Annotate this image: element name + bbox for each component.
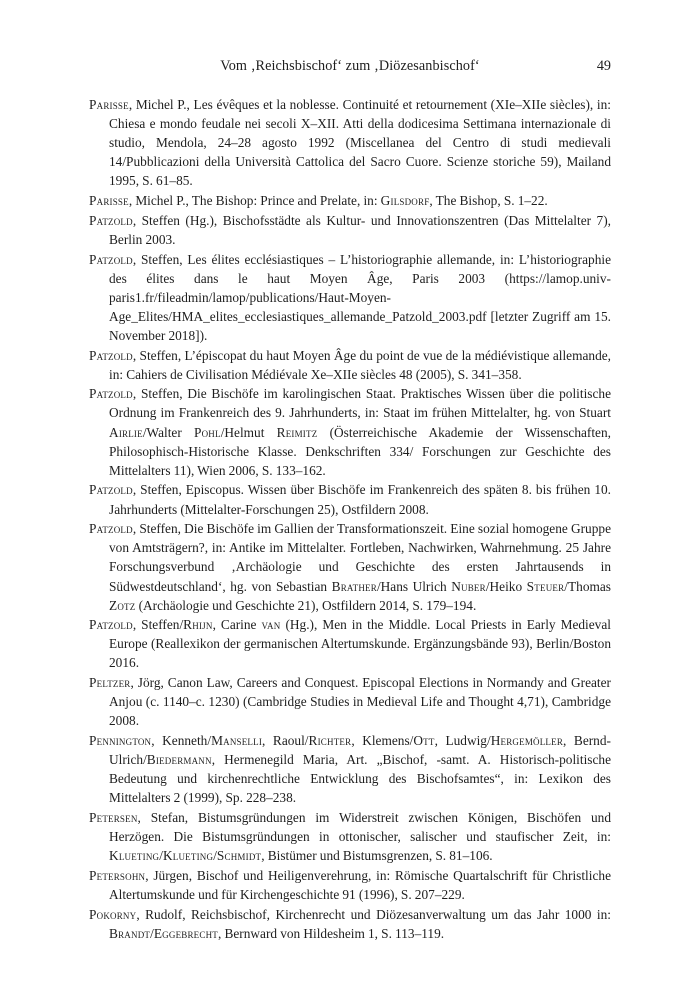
entry-text: /Walter: [142, 424, 194, 440]
author-name: Steuer: [526, 578, 565, 594]
running-head: [89, 58, 611, 78]
author-name: Nuber: [451, 578, 486, 594]
author-name: Hergemöller: [490, 733, 564, 749]
bibliography-entry: [89, 866, 611, 904]
entry-text: , Stefan, Bistumsgründungen im Widerstreit zwischen Königen, Bischöfen und Herzögen. Die Bistumsgründungen in ottonischer, salischer und staufischer Zeit, in:: [109, 810, 611, 845]
bibliography-entry: [89, 191, 611, 210]
bibliography-entry: [89, 384, 611, 479]
author-name: Rhijn: [183, 617, 213, 633]
bibliography-entry: [89, 673, 611, 730]
entry-text: (Österreichische Akademie der Wissenschaften, Philosophisch-Historische Klasse. Denkschriften 334/ Forschungen zur Geschichte des Mittelalters 11), Wien 2006, S. 133–162.: [109, 424, 611, 478]
author-name: Reimitz: [276, 424, 318, 440]
entry-text: , Steffen, Les élites ecclésiastiques – L’historiographie allemande, in: L’historiographie des élites dans le haut Moyen Âge, Paris 2003 (https://lamop.univ-paris1.fr/fileadmin/lamop/publications/Haut-Moyen-Age_Elites/HMA_elites_ecclesiastiques_allemande_Patzold_2003.pdf [letzter Zugriff am 15. November 2018]).: [109, 251, 611, 343]
entry-text: /Helmut: [220, 424, 277, 440]
author-name: Pennington: [89, 733, 152, 749]
entry-text: , Rudolf, Reichsbischof, Kirchenrecht und Diözesanverwaltung um das Jahr 1000 in:: [136, 906, 611, 922]
author-name: Parisse: [89, 97, 129, 112]
entry-text: , The Bishop, S. 1–22.: [429, 193, 548, 209]
bibliography-entry: [89, 615, 611, 672]
bibliography-entry: [89, 346, 611, 384]
bibliography-entry: [89, 95, 611, 190]
author-name: Brather: [331, 578, 377, 594]
entry-text: , Steffen, Die Bischöfe im karolingischen Staat. Praktisches Wissen über die politische Ordnung im Frankenreich des 9. Jahrhunderts, in: Staat im frühen Mittelalter, hg. von Stuart: [109, 386, 611, 421]
bibliography-entry: [89, 211, 611, 249]
author-name: Brandt: [109, 925, 151, 941]
entry-text: /Thomas: [564, 578, 611, 594]
author-name: Parisse: [89, 193, 129, 209]
author-name: Patzold: [89, 386, 133, 402]
author-name: Manselli: [211, 733, 263, 749]
author-name: Richter: [308, 733, 352, 749]
entry-text: , Steffen, L’épiscopat du haut Moyen Âge du point de vue de la médiévistique allemande, in: Cahiers de Civilisation Médiévale Xe–XIIe siècles 48 (2005), S. 341–358.: [109, 347, 611, 382]
entry-text: , Bistümer und Bistumsgrenzen, S. 81–106.: [261, 848, 493, 864]
author-name: Patzold: [89, 482, 133, 498]
bibliography-entry: [89, 808, 611, 865]
author-name: Petersen: [89, 810, 138, 825]
author-name: Ott: [413, 733, 435, 749]
entry-text: , Steffen, Episcopus. Wissen über Bischöfe im Frankenreich des späten 8. bis frühen 10. Jahrhunderts (Mittelalter-Forschungen 25), Ostfildern 2008.: [109, 482, 611, 517]
author-name: Patzold: [89, 212, 133, 228]
entry-text: , Jörg, Canon Law, Careers and Conquest. Episcopal Elections in Normandy and Greater Anjou (c. 1140–c. 1230) (Cambridge Studies in Medieval Life and Thought 4,71), Cambridge 2008.: [109, 675, 611, 729]
author-name: Gilsdorf: [380, 193, 430, 209]
entry-text: , Klemens/: [351, 733, 414, 749]
author-name: Peltzer: [89, 675, 131, 691]
bibliography-list: [89, 95, 611, 943]
entry-text: , Kenneth/: [151, 733, 212, 749]
entry-text: /: [159, 848, 163, 864]
author-name: Zotz: [109, 597, 136, 613]
author-name: Eggebrecht: [153, 925, 218, 941]
bibliography-entry: [89, 519, 611, 614]
entry-text: , Steffen (Hg.), Bischofsstädte als Kultur- und Innovationszentren (Das Mittelalter 7), Berlin 2003.: [109, 212, 611, 247]
author-name: Pokorny: [89, 906, 137, 922]
page-number: 49: [596, 58, 611, 74]
author-name: Patzold: [89, 251, 133, 267]
bibliography-entry: [89, 250, 611, 345]
bibliography-entry: [89, 731, 611, 807]
bibliography-entry: [89, 905, 611, 943]
entry-text: /Hans Ulrich: [376, 578, 452, 594]
author-name: Pohl: [193, 424, 221, 440]
author-name: Airlie: [109, 424, 143, 440]
entry-text: (Hg.), Men in the Middle. Local Priests in Early Medieval Europe (Reallexikon der germanischen Altertumskunde. Ergänzungsbände 93), Berlin/Boston 2016.: [109, 617, 611, 671]
author-name: van: [261, 617, 281, 633]
entry-text: , Hermenegild Maria, Art. „Bischof, -samt. A. Historisch-politische Bedeutung und kirchenrechtliche Entwicklung des Bischofsamtes“, in: Lexikon des Mittelalters 2 (1999), Sp. 228–238.: [109, 752, 611, 806]
author-name: Biedermann: [146, 752, 212, 768]
entry-text: , Bernward von Hildesheim 1, S. 113–119.: [217, 925, 445, 941]
entry-text: , Jürgen, Bischof und Heiligenverehrung, in: Römische Quartalschrift für Christliche Altertumskunde und für Kirchengeschichte 91 (1996), S. 207–229.: [109, 867, 611, 902]
author-name: Schmidt: [216, 848, 262, 864]
entry-text: /: [213, 848, 217, 864]
bibliography-entry: [89, 480, 611, 518]
entry-text: , Steffen, Die Bischöfe im Gallien der Transformationszeit. Eine sozial homogene Gruppe von Amtsträgern?, in: Antike im Mittelalter. Fortleben, Nachwirken, Wahrnehmung. 25 Jahre Forschungsverbund ‚Archäologie und Geschichte des ersten Jahrtausends in Südwestdeutschland‘, hg. von Sebastian: [109, 521, 611, 594]
entry-text: , Raoul/: [262, 733, 309, 749]
author-name: Patzold: [89, 347, 133, 363]
author-name: Petersohn: [89, 867, 146, 883]
entry-text: , Michel P., The Bishop: Prince and Prelate, in:: [128, 193, 381, 209]
author-name: Patzold: [89, 521, 133, 537]
entry-text: , Michel P., Les évêques et la noblesse. Continuité et retournement (XIe–XIIe siècles), in: Chiesa e mondo feudale nei secoli X–XII. Atti della dodicesima Settimana internazionale di studio, Mendola, 24–28 agosto 1992 (Miscellanea del Centro di studi medievali 14/Pubblicazioni della Università Cattolica del Sacro Cuore. Scienze storiche 59), Mailand 1995, S. 61–85.: [109, 97, 611, 189]
entry-text: , Carine: [212, 617, 262, 633]
entry-text: /: [150, 925, 154, 941]
entry-text: , Ludwig/: [434, 733, 491, 749]
author-name: Klueting: [162, 848, 214, 864]
entry-text: , Bernd-Ulrich/: [109, 733, 611, 768]
author-name: Patzold: [89, 617, 133, 633]
running-title: Vom ‚Reichsbischof‘ zum ‚Diözesanbischof‘: [220, 58, 480, 74]
entry-text: /Heiko: [485, 578, 527, 594]
author-name: Klueting: [109, 848, 160, 864]
entry-text: , Steffen/: [132, 617, 184, 633]
entry-text: (Archäologie und Geschichte 21), Ostfildern 2014, S. 179–194.: [135, 597, 477, 613]
